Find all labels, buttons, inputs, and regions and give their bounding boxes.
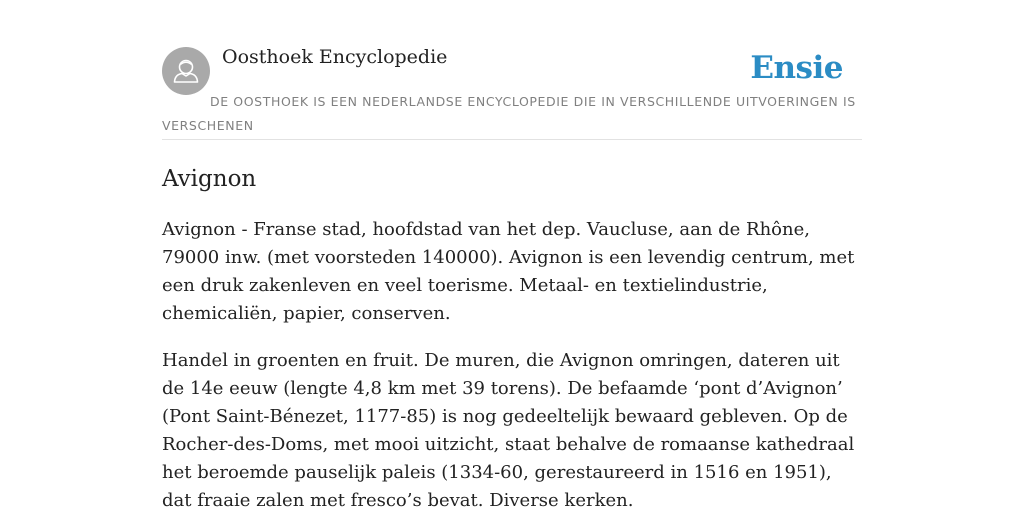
brand-logo-link[interactable]: Ensie — [750, 50, 843, 86]
article — [162, 164, 862, 515]
avatar-person-icon — [162, 47, 210, 95]
header — [162, 0, 862, 140]
article-title: Avignon — [162, 166, 257, 192]
site-title[interactable]: Oosthoek Encyclopedie — [222, 46, 448, 68]
site-tagline: DE OOSTHOEK IS EEN NEDERLANDSE ENCYCLOPEDIE DIE IN VERSCHILLENDE UITVOERINGEN IS VERSCHENEN — [162, 94, 856, 133]
page-container — [162, 0, 862, 515]
user-avatar-icon[interactable] — [162, 47, 210, 95]
article-paragraph: Handel in groenten en fruit. De muren, die Avignon omringen, dateren uit de 14e eeuw (lengte 4,8 km met 39 torens). De befaamde ‘pont d’Avignon’ (Pont Saint-Bénezet, 1177-85) is nog gedeeltelijk bewaard gebleven. Op de Rocher-des-Doms, met mooi uitzicht, staat behalve de romaanse kathedraal het beroemde pauselijk paleis (1334-60, gerestaureerd in 1516 en 1951), dat fraaie zalen met fresco’s bevat. Diverse kerken. — [162, 350, 855, 511]
article-paragraph: Avignon - Franse stad, hoofdstad van het dep. Vaucluse, aan de Rhône, 79000 inw. (met voorsteden 140000). Avignon is een levendig centrum, met een druk zakenleven en veel toerisme. Metaal- en textielindustrie, chemicaliën, papier, conserven. — [162, 219, 855, 324]
